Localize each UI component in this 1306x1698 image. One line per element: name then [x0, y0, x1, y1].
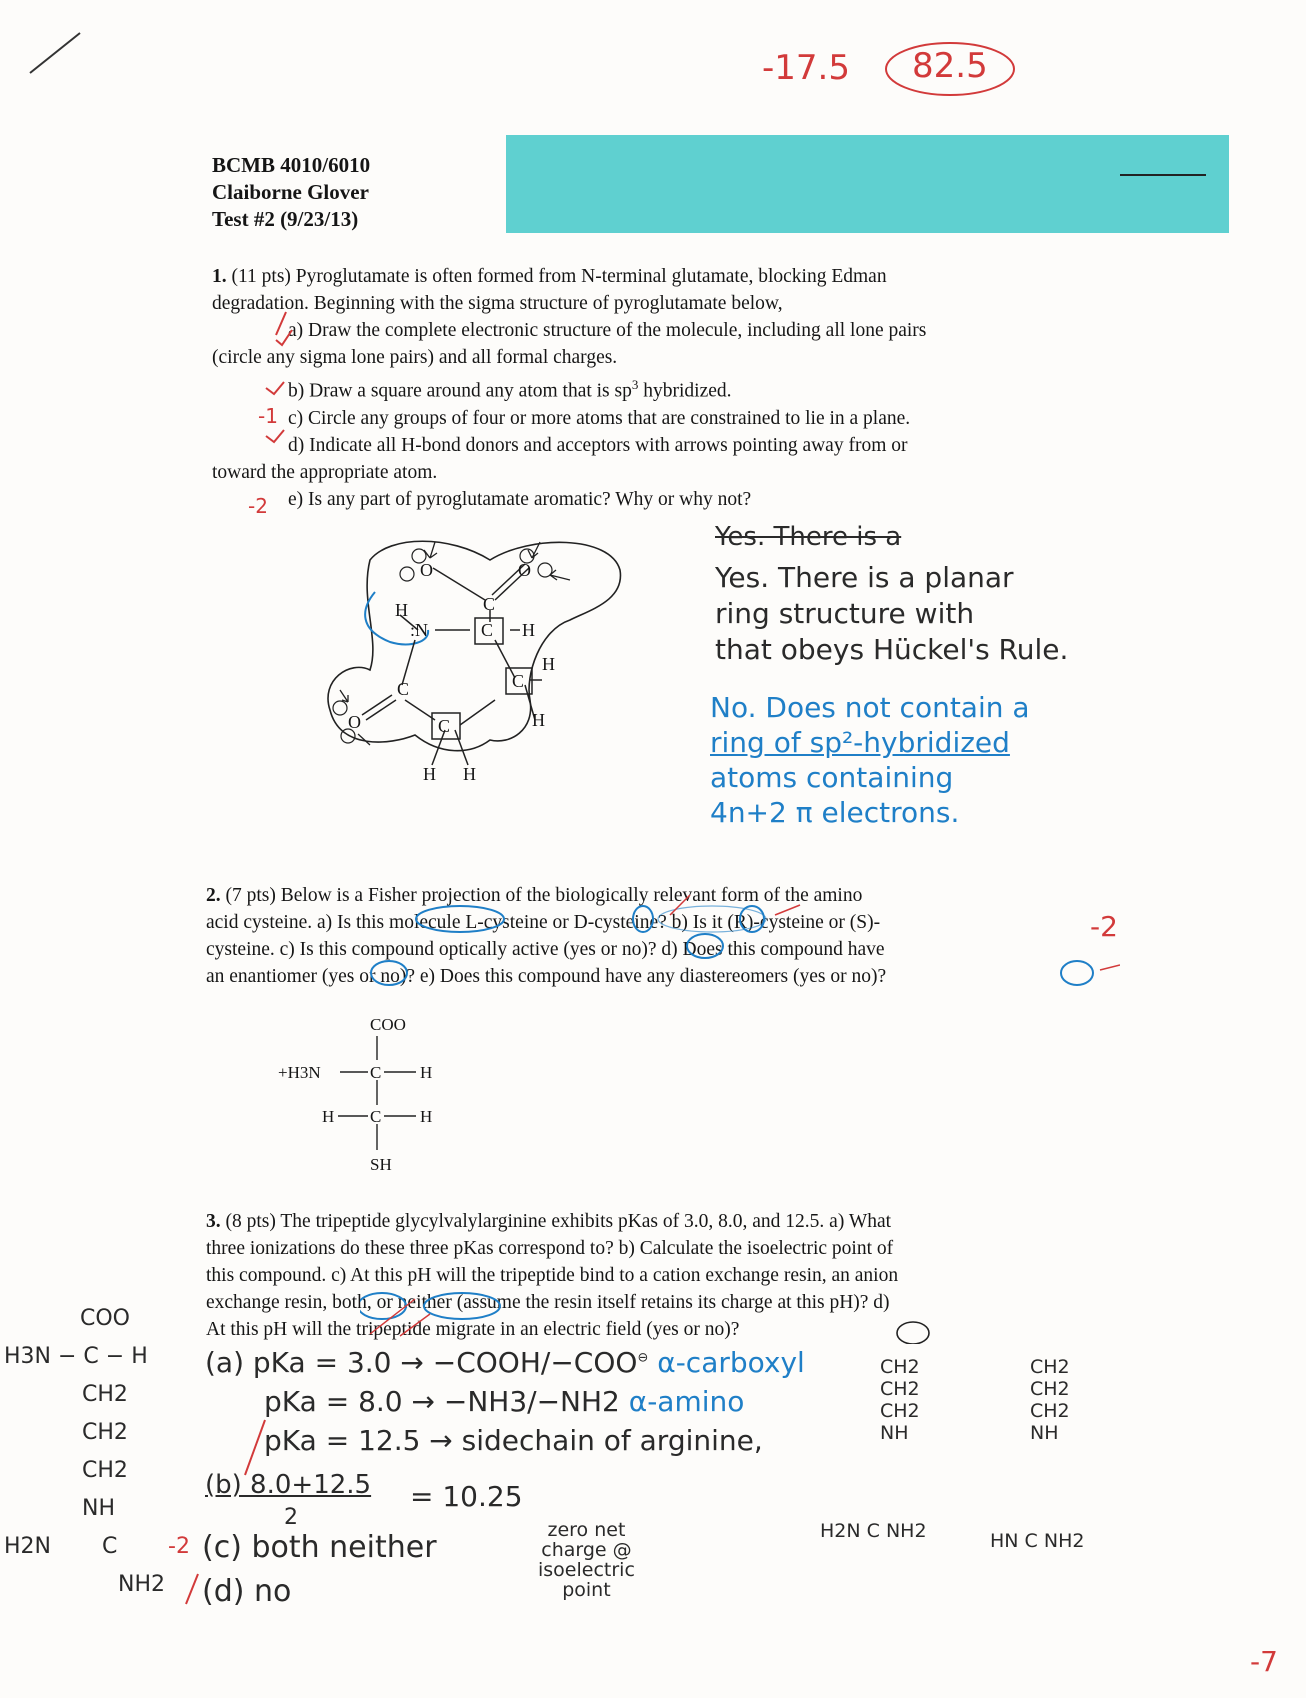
- svg-text:C: C: [397, 679, 410, 699]
- page-deduction: -7: [1250, 1645, 1278, 1678]
- svg-text::N: :N: [410, 620, 428, 640]
- course-code: BCMB 4010/6010: [212, 153, 371, 177]
- q1e-answer-blue: No. Does not contain a ring of sp²-hybridized atoms containing 4n+2 π electrons.: [710, 691, 1030, 829]
- question-3: 3. (8 pts) The tripeptide glycylvalylarginine exhibits pKas of 3.0, 8.0, and 12.5. a) What three ionizations do these three pKas correspond to? b) Calculate the isoelectric point of this compound. c) At this pH will the tripeptide bind to a cation exchange resin, an anion exchange resin, both, or neither (assume the resin itself retains its charge at this pH)? d) At this pH will the tripeptide migrate in an electric field (yes or no)?: [206, 1211, 899, 1340]
- svg-text:C: C: [438, 716, 451, 736]
- q3b-denominator: 2: [284, 1505, 298, 1530]
- right-structure-2: CH2 CH2 CH2 NH: [1030, 1356, 1070, 1444]
- q3b-numerator: (b) 8.0+12.5: [205, 1470, 372, 1500]
- test-title: Test #2 (9/23/13): [212, 207, 359, 231]
- grade-deduction: -17.5: [762, 48, 850, 88]
- q3a-line3: pKa = 12.5 → sidechain of arginine,: [264, 1424, 763, 1457]
- right-structure-1: CH2 CH2 CH2 NH: [880, 1356, 920, 1444]
- q3c-mark: -2: [168, 1534, 190, 1559]
- svg-text:H: H: [322, 1107, 335, 1126]
- question-1: 1. (11 pts) Pyroglutamate is often formed from N-terminal glutamate, blocking Edman degradation. Beginning with the sigma structure of pyroglutamate below, a) Draw the complete electronic structure of the molecule, including all lone pairs (circle any sigma lone pairs) and all formal charges. b) Draw a square around any atom that is $sp^3$ hybridized. c) Circle any groups of four or more atoms that are constrained to lie in a plane. d) Indicate all H-bond donors and acceptors with arrows pointing away from or toward the appropriate atom. e) Is any part of pyroglutamate aromatic? Why or why not?: [212, 266, 927, 510]
- left-handwritten-structure: COO H3N − C − H CH2 CH2 CH2 NH H2N C NH2: [4, 1306, 165, 1597]
- svg-text:H: H: [532, 710, 545, 730]
- q3-answer-circles: [360, 1284, 1040, 1344]
- svg-text:H: H: [420, 1107, 433, 1126]
- q3c-note: zero net charge @ isoelectric point: [538, 1519, 635, 1601]
- svg-text:SH: SH: [370, 1155, 392, 1174]
- page-header: [212, 152, 370, 233]
- q2-mark: -2: [1090, 910, 1118, 943]
- redaction-tape: [506, 135, 1229, 233]
- q1e-strike-answer: Yes. There is a: [715, 522, 902, 552]
- q3a-line2: pKa = 8.0 → −NH3/−NH2 α-amino: [264, 1385, 745, 1418]
- q2-answer-circles: [360, 895, 1120, 1005]
- svg-text:H: H: [395, 600, 408, 620]
- name-line: [1120, 174, 1206, 176]
- question-2: 2. (7 pts) Below is a Fisher projection of the biologically relevant form of the amino acid cysteine. a) Is this molecule L-cysteine or D-cysteine? b) Is it (R)-cysteine or (S)- cysteine. c) Is this compound optically active (yes or no)? d) Does this compound have an enantiomer (yes or no)? e) Does this compound have any diastereomers (yes or no)?: [206, 885, 887, 987]
- instructor-name: Claiborne Glover: [212, 180, 369, 204]
- q3d-red-check: [178, 1570, 208, 1610]
- q3b-result: = 10.25: [410, 1480, 523, 1513]
- pyroglutamate-structure: [320, 530, 650, 820]
- svg-text:H: H: [423, 764, 436, 784]
- svg-text:O: O: [518, 560, 531, 580]
- q3c-answer: (c) both neither: [202, 1530, 437, 1565]
- svg-text:C: C: [370, 1107, 382, 1126]
- svg-text:+H3N: +H3N: [278, 1063, 321, 1082]
- q1e-answer-black: Yes. There is a planar ring structure with that obeys Hückel's Rule.: [715, 561, 1069, 666]
- grade-score: 82.5: [912, 46, 988, 86]
- cysteine-fischer-projection: [270, 1010, 470, 1180]
- q3d-answer: (d) no: [202, 1574, 292, 1609]
- svg-text:H: H: [522, 620, 535, 640]
- svg-text:COO: COO: [370, 1015, 406, 1034]
- q1c-mark: -1: [258, 404, 278, 428]
- svg-text:C: C: [370, 1063, 382, 1082]
- svg-text:H: H: [463, 764, 476, 784]
- right-structure-1-base: H2N C NH2: [820, 1520, 927, 1542]
- svg-text:C: C: [481, 620, 494, 640]
- svg-text:C: C: [483, 594, 496, 614]
- right-structure-2-base: HN C NH2: [990, 1530, 1085, 1552]
- svg-text:O: O: [348, 712, 361, 732]
- svg-text:H: H: [542, 654, 555, 674]
- stray-pen-mark: [25, 28, 85, 78]
- svg-text:H: H: [420, 1063, 433, 1082]
- svg-text:C: C: [512, 671, 525, 691]
- svg-text:O: O: [420, 560, 433, 580]
- q3a-line1: (a) pKa = 3.0 → −COOH/−COO⊖ α-carboxyl: [205, 1346, 805, 1379]
- q1e-mark: -2: [248, 494, 268, 518]
